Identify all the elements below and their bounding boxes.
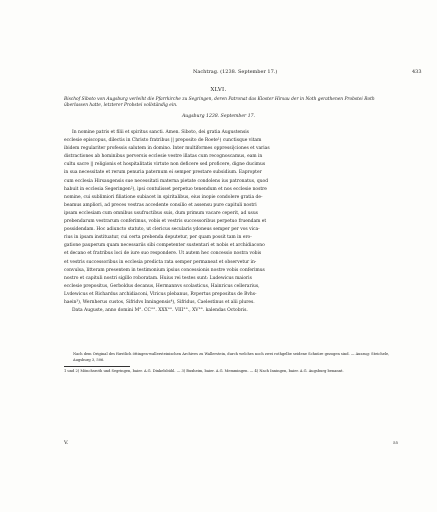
text-line: ipsam ecclesiam cum omnibus usufructibus suis, dum primum vacare ceperit, ad usus — [64, 210, 258, 216]
text-line: haein³), Wernherus custos, Sifridvs Inningensis⁴), Sifridus, Caelestinus et alii plures. — [64, 299, 255, 305]
regest-summary: Bischof Siboto von Augsburg verleiht die Pfarrkirche zu Segringen, deren Patronat das Kloster Hirsau der in Noth gerathenen Probstei Roth überlassen hatte, letzterer Probstei vollständig ein. — [64, 97, 375, 109]
document-number: XLVI. — [210, 87, 227, 93]
text-line: In nomine patris et filii et spiritus sancti. Amen. Siboto, dei gratia Augustensis — [72, 130, 249, 135]
date-line: Augsburg 1238. September 17. — [181, 114, 256, 119]
text-line: convulsa, litteram presentem in testimonium ipsius concessionis nostre vobis conferimus — [64, 267, 265, 273]
source-note: Nach dem Original des fürstlich öttingen-wallersteinischen Archives zu Wallerstein, durch welches noch zwei rothgelbe seidene Schnüre gezogen sind. — Auszug: Steichele, Augsburg 3, 506. — [73, 352, 390, 362]
text-line: distractiones ab hominibus perversis ecclesie vestre illatas cum recognoscamus, eam in — [64, 154, 263, 160]
text-line: ecclesie prepositus, Gerboldus decanus, Hermannvs scolasticus, Hainricus cellerarius, — [64, 283, 260, 289]
running-title: Nachtrag. (1238. September 17.) — [193, 69, 278, 75]
text-line: ibidem regulariter professis salutem in domino. Inter multiformes oppressi|ciones et varias — [64, 146, 270, 152]
page-number: 433 — [412, 69, 422, 75]
text-line: cultu sacre || religionis et hospitalitatis virtute non deficere sed proficere, digne ducimus — [64, 162, 266, 168]
text-line: Data Auguste, anno domini M°. CC°°. XXX°°. VIII°°., XV°°. kalendas Octobris. — [72, 308, 248, 314]
charter-text — [64, 129, 398, 315]
text-line: prebendarum vestrarum conferimus, vobis et vestris successoribus perpetuo fruendam et — [64, 219, 267, 225]
text-line: habuit in ecclesia Segeringen²), ipsi contulisset perpetuo tenendum et nos ecclesie nostre — [64, 186, 267, 192]
signature-mark: V. — [64, 440, 69, 446]
text-line: et decano et fratribus loci de iure suo respondere. Ut autem hec concessio nostra vobis — [64, 251, 262, 257]
footnote-divider — [64, 366, 130, 367]
text-line: nostro et capituli nostri sigillo roboratam. Huius rei testes sunt: Ludewicus maioris — [64, 275, 252, 281]
text-line: gatione pauperum quam necessariis sibi competenter sustentari et nobis et archidiacono — [64, 243, 265, 249]
text-line: ecclesie episcopus, dilectis in Christo fratribus || preposito de Roete¹) cunctisque vitam — [64, 138, 262, 144]
text-line: beamus ampliori, ad preces vestras accedente consilio et assensu pure capituli nostri — [64, 202, 257, 208]
text-line: possidendam. Hoc adiuncto statuto, ut clericus secularis ydoneus semper per vos vica- — [64, 227, 260, 233]
text-line: cum ecclesia Hirsaugensis sue necessitati materna pietate condolens ius patronatus, quod — [64, 178, 269, 184]
text-line: et vestris successoribus in ecclesia predicta rata semper permaneat et observetur in- — [64, 259, 257, 265]
text-line: nomine, cui sublimiori filiatione subiacet in spiritalibus, eius inopie condolere gratia de- — [64, 194, 263, 200]
signature-number: 55 — [393, 440, 399, 445]
text-line: rius in ipsam instituatur, cui certa prebenda deputetur, per quam possit tam in ero- — [64, 235, 252, 241]
text-line: Lvdewicus et Richardus archidiaconi, Vlricus plebanus, Rvpertus prepositus de Bvhs- — [64, 291, 257, 297]
text-line: in sua necessitate et rerum penuria paternum ei semper prestare subsidium. Eapropter — [64, 170, 262, 176]
footnotes: 1 und 2) Mönchsroth und Segringen, baier. A.G. Dinkelsbühl. — 3) Buxheim, baier. A.G. Memmingen. — 4) Nach Inningen, baier. A.G. Augsburg benannt. — [64, 369, 344, 373]
